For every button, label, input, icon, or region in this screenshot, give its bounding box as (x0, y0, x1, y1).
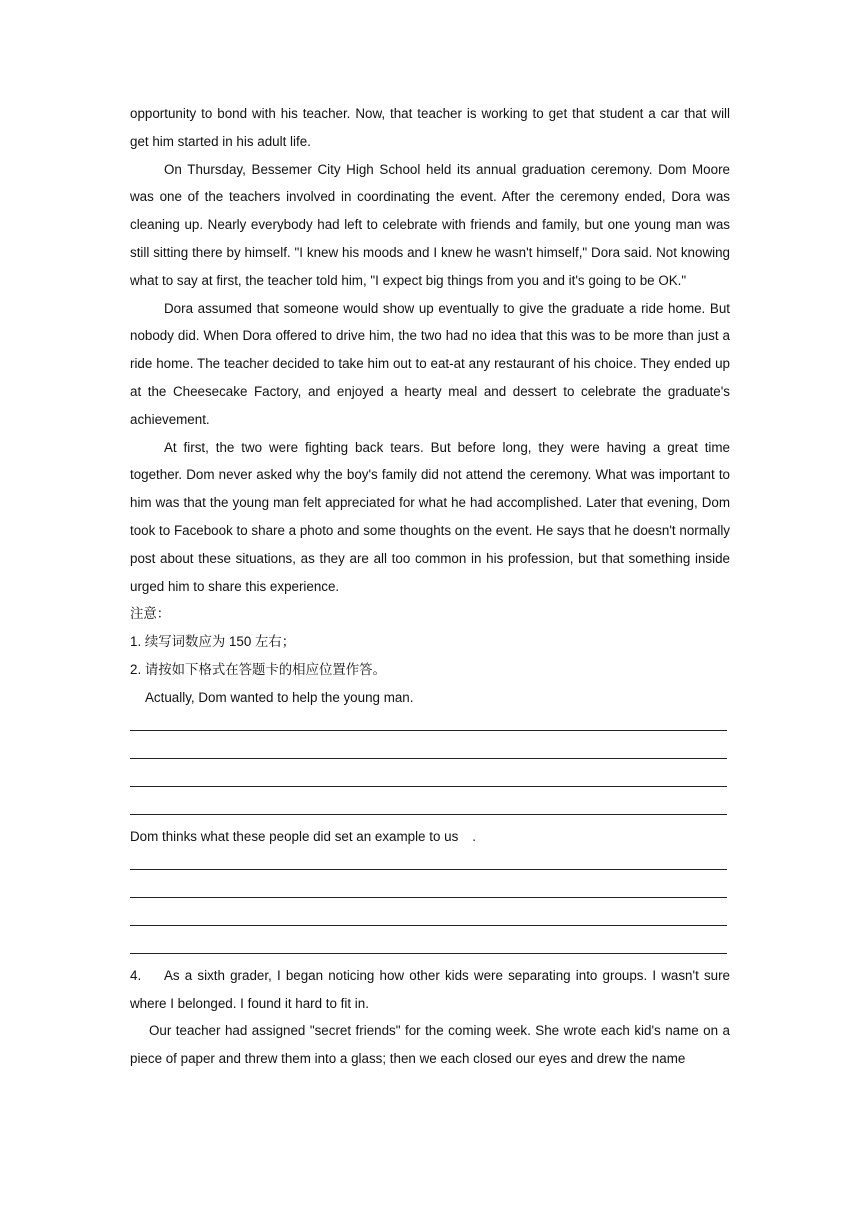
note-item-1: 1. 续写词数应为 150 左右； (130, 634, 296, 650)
question-4-number: 4. (130, 967, 142, 983)
question-4-text: As a sixth grader, I began noticing how other kids were separating into groups. I wasn't sure where I belonged. I found it hard to fit in. (130, 967, 730, 1011)
passage-paragraph-1: On Thursday, Bessemer City High School held its annual graduation ceremony. Dom Moore was one of the teachers involved in coordinating the event. After the ceremony ended, Dora was cleaning up. Nearly everybody had left to celebrate with friends and family, but one young man was still sitting there by himself. "I knew his moods and I knew he wasn't himself," Dora said. Not knowing what to say at first, the teacher told him, "I expect big things from you and it's going to be OK." (130, 161, 730, 288)
answer-line[interactable] (130, 934, 730, 962)
answer-line[interactable] (130, 851, 730, 879)
passage-paragraph-3: At first, the two were fighting back tears. But before long, they were having a great time together. Dom never asked why the boy's family did not attend the ceremony. What was important to him was that the young man felt appreciated for what he had accomplished. Later that evening, Dom took to Facebook to share a photo and some thoughts on the event. He says that he doesn't normally post about these situations, as they are all too common in his profession, but that something inside urged him to share this experience. (130, 439, 730, 594)
answer-prompt-1: Actually, Dom wanted to help the young man. (145, 689, 414, 705)
document-body (130, 100, 730, 1073)
answer-line[interactable] (130, 739, 730, 767)
answer-line[interactable] (130, 878, 730, 906)
note-item-2: 2. 请按如下格式在答题卡的相应位置作答。 (130, 661, 386, 677)
question-4-paragraph-1 (130, 962, 730, 1018)
question-4-paragraph-2: Our teacher had assigned "secret friends" for the coming week. She wrote each kid's name on a piece of paper and threw them into a glass; then we each closed our eyes and drew the name (130, 1023, 730, 1067)
answer-line[interactable] (130, 712, 730, 740)
passage-paragraph-2: Dora assumed that someone would show up eventually to give the graduate a ride home. But nobody did. When Dora offered to drive him, the two had no idea that this was to be more than just a ride home. The teacher decided to take him out to eat-at any restaurant of his choice. They ended up at the Cheesecake Factory, and enjoyed a hearty meal and dessert to celebrate the graduate's achievement. (130, 300, 730, 427)
answer-prompt-2-text: Dom thinks what these people did set an example to us (130, 828, 459, 844)
notes-heading: 注意： (130, 606, 171, 622)
answer-line[interactable] (130, 906, 730, 934)
answer-line[interactable] (130, 767, 730, 795)
answer-line[interactable] (130, 795, 730, 823)
answer-prompt-2-period: . (472, 828, 476, 844)
passage-continuation: opportunity to bond with his teacher. Now, that teacher is working to get that student a car that will get him started in his adult life. (130, 106, 730, 149)
answer-prompt-2 (130, 823, 730, 851)
